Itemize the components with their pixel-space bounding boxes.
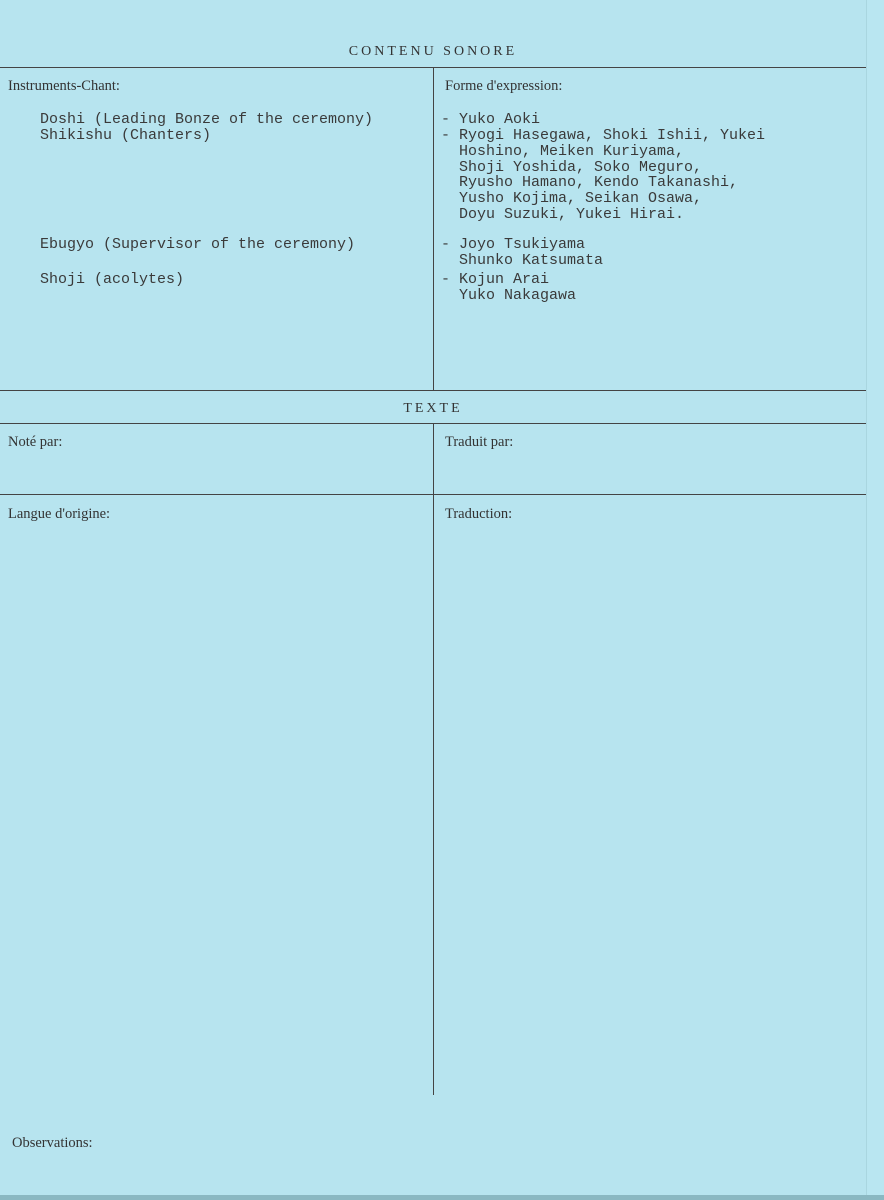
performer-line: Hoshino, Meiken Kuriyama,	[441, 143, 685, 160]
performer-line: Shoji Yoshida, Soko Meguro,	[441, 159, 703, 176]
divider-line	[0, 390, 866, 391]
performer-line: Doyu Suzuki, Yukei Hirai.	[441, 206, 685, 223]
note-par-label: Noté par:	[8, 434, 63, 450]
langue-origine-label: Langue d'origine:	[8, 506, 111, 522]
role-shoji: Shoji (acolytes)	[40, 271, 185, 288]
performer-line: - Kojun Arai	[441, 271, 550, 288]
section-heading-texte: TEXTE	[403, 401, 463, 416]
column-divider	[433, 423, 434, 1095]
observations-label: Observations:	[12, 1135, 93, 1151]
divider-line	[0, 494, 866, 495]
traduction-label: Traduction:	[445, 506, 513, 522]
performer-line: Shunko Katsumata	[441, 252, 604, 269]
performer-line: - Yuko Aoki	[441, 111, 541, 128]
performer-line: Yusho Kojima, Seikan Osawa,	[441, 190, 703, 207]
performer-line: - Ryogi Hasegawa, Shoki Ishii, Yukei	[441, 127, 766, 144]
role-shikishu: Shikishu (Chanters)	[40, 127, 212, 144]
forme-expression-label: Forme d'expression:	[445, 78, 563, 94]
card-edge	[866, 0, 884, 1200]
performer-line: Yuko Nakagawa	[441, 287, 577, 304]
traduit-par-label: Traduit par:	[445, 434, 514, 450]
section-heading-contenu-sonore: CONTENU SONORE	[348, 44, 518, 59]
role-ebugyo: Ebugyo (Supervisor of the ceremony)	[40, 236, 356, 253]
role-doshi: Doshi (Leading Bonze of the ceremony)	[40, 111, 374, 128]
performer-line: - Joyo Tsukiyama	[441, 236, 586, 253]
card-bottom-edge	[0, 1195, 884, 1200]
column-divider	[433, 67, 434, 390]
instruments-chant-label: Instruments-Chant:	[8, 78, 120, 94]
performer-line: Ryusho Hamano, Kendo Takanashi,	[441, 174, 739, 191]
